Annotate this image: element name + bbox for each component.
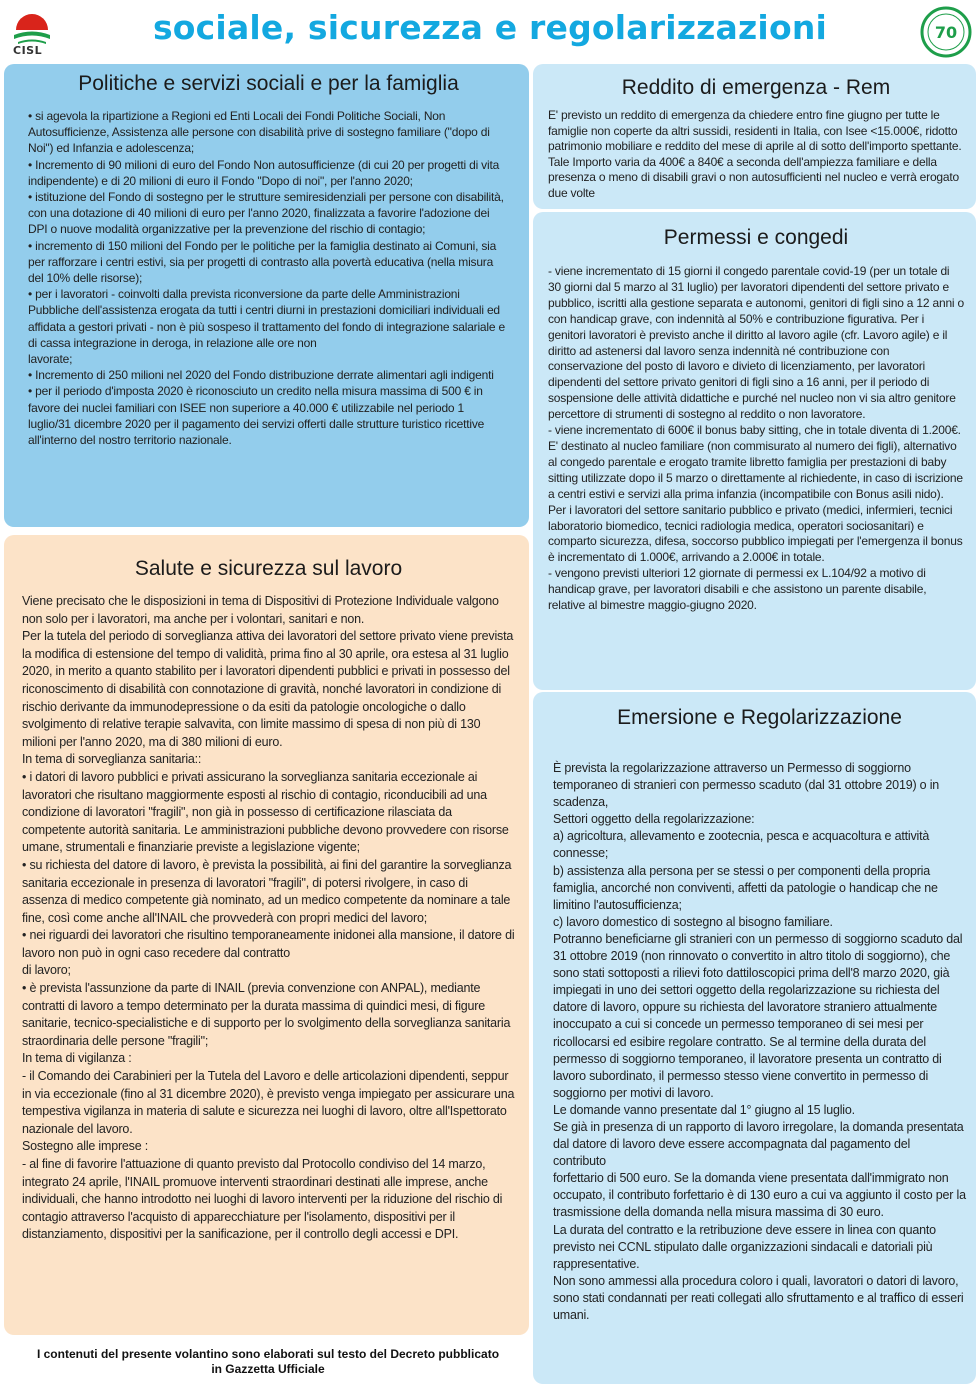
section-leave-permits xyxy=(533,212,976,690)
section-body: E' previsto un reddito di emergenza da chiedere entro fine giugno per tutte le famiglie non coperte da altri sussidi, residenti in Italia, con Isee <15.000€, ridotto patrimonio mobiliare e reddito del mese di aprile al di sotto dell'importo spettante. Tale Importo varia da 400€ a 840€ a seconda dell'ampiezza familiare e della presenza o meno di disabili gravi o non autosufficienti nel nucleo e verrà erogato due volte xyxy=(548,108,962,200)
section-emergency-income xyxy=(533,64,976,209)
section-title: Permessi e congedi xyxy=(663,226,849,249)
section-social-policies xyxy=(4,64,529,527)
cisl-logo-text: CISL xyxy=(13,44,43,57)
footnote: I contenuti del presente volantino sono elaborati sul testo del Decreto pubblicato in Gazzetta Ufficiale xyxy=(36,1347,500,1376)
page-header xyxy=(0,0,980,62)
section-title: Emersione e Regolarizzazione xyxy=(617,706,902,729)
section-title: Reddito di emergenza - Rem xyxy=(621,76,891,99)
section-body: • si agevola la ripartizione a Regioni ed Enti Locali dei Fondi Politiche Sociali, Non Autosufficienze, Assistenza alle persone con disabilità prive di sostegno familiare ("dopo di Noi") ed Infanzia e adolescenza; • Incremento di 90 milioni di euro del Fondo Non autosufficienze (di cui 20 per progetti di vita indipendente) e di 20 milioni di euro il Fondo "Dopo di noi", per l'anno 2020; • istituzione del Fondo di sostegno per le strutture semiresidenziali per persone con disabilità, con una dotazione di 40 milioni di euro per l'anno 2020, finalizzata a favorire l'adozione dei DPI o nuove modalità organizzative per la prevenzione del rischio di contagio; • incremento di 150 milioni del Fondo per le politiche per la famiglia destinato ai Comuni, sia per rafforzare i centri estivi, sia per progetti di contrasto alla povertà educativa (nella misura del 10% delle risorse); • per i lavoratori - coinvolti dalla prevista riconversione da parte delle Amministrazioni Pubbliche dell'assistenza erogata da tutti i centri diurni in prestazioni domiciliari individuali ed affidata a gestori privati - non è più sospeso il trattamento del fondo di integrazione salariale e di cassa integrazione in deroga, in relazione alle ore non lavorate; • Incremento di 250 milioni nel 2020 del Fondo distribuzione derrate alimentari agli indigenti • per il periodo d'imposta 2020 è riconosciuto un credito nella misura massima di 500 € in favore dei nuclei familiari con ISEE non superiore a 40.000 € utilizzabile nel periodo 1 luglio/31 dicembre 2020 per il pagamento dei servizi offerti dalle strutture turistico ricettive all'interno del nostro territorio nazionale. xyxy=(28,109,505,448)
section-health-safety xyxy=(4,535,529,1335)
section-emersion-regularization xyxy=(533,692,976,1384)
section-title: Salute e sicurezza sul lavoro xyxy=(134,557,403,580)
section-body: - viene incrementato di 15 giorni il congedo parentale covid-19 (per un totale di 30 giorni dal 5 marzo al 31 luglio) per lavoratori dipendenti del settore privato e pubblico, iscritti alla gestione separata e autonomi, genitori di figli sino a 12 anni o con handicap grave, con indennità al 50% e contribuzione figurativa. Per i genitori lavoratori è previsto anche il diritto al lavoro agile (cfr. Lavoro agile) e il diritto ad astenersi dal lavoro senza indennità né contribuzione con conservazione del posto di lavoro e divieto di licenziamento, per lavoratori dipendenti del settore privato genitori di figli sino a 16 anni, per il periodo di sospensione delle attività didattiche e purché nel nucleo non vi sia altro genitore percettore di strumenti di sostegno al reddito o non lavoratore. - viene incrementato di 600€ il bonus baby sitting, che in totale diventa di 1.200€. E' destinato al nucleo familiare (non commisurato al numero dei figli), alternativo al congedo parentale e erogato tramite libretto famiglia per prestazioni di baby sitting utilizzate dopo il 5 marzo o direttamente al richiedente, in caso di iscrizione a centri estivi e servizi alla prima infanzia (incompatibile con Bonus asili nido). Per i lavoratori del settore sanitario pubblico e privato (medici, infermieri, tecnici laboratorio biomedico, tecnici radiologia medica, operatori sociosanitari) e comparto sicurezza, difesa, soccorso pubblico impiegati per l'emergenza il bonus è incrementato di 1.000€, arrivando a 2.000€ in totale. - vengono previsti ulteriori 12 giornate di permessi ex L.104/92 a motivo di handicap grave, per lavoratori disabili e che assistono un parente disabile, relative al bimestre maggio-giugno 2020. xyxy=(548,264,964,613)
section-body: È prevista la regolarizzazione attraverso un Permesso di soggiorno temporaneo di stranieri con permesso scaduto (dal 31 ottobre 2019) o in scadenza, Settori oggetto della regolarizzazione: a) agricoltura, allevamento e zootecnia, pesca e acquacoltura e attività connesse; b) assistenza alla persona per se stessi o per componenti della propria famiglia, ancorché non conviventi, affetti da patologie o handicap che ne limitino l'autosufficienza; c) lavoro domestico di sostegno al bisogno familiare. Potranno beneficiarne gli stranieri con un permesso di soggiorno scaduto dal 31 ottobre 2019 (non rinnovato o convertito in altro titolo di soggiorno), che sono stati sottoposti a rilievi foto dattiloscopici prima dell'8 marzo 2020, già impiegati in uno dei settori oggetto della regolarizzazione su richiesta del datore di lavoro, oppure su richiesta del lavoratore straniero attualmente inoccupato a cui si concede un permesso temporaneo di sei mesi per ricollocarsi ed esibire regolare contratto. Se al termine della durata del permesso di soggiorno temporaneo, il lavoratore presenta un contratto di lavoro subordinato, il permesso stesso viene convertito in permesso di soggiorno per motivi di lavoro. Le domande vanno presentate dal 1° giugno al 15 luglio. Se già in presenza di un rapporto di lavoro irregolare, la domanda presentata dal datore di lavoro deve essere accompagnata dal pagamento del contributo forfettario di 500 euro. Se la domanda viene presentata dall'immigrato non occupato, il contributo forfettario è di 130 euro a cui va aggiunto il costo per la trasmissione della domanda nella misura massima di 30 euro. La durata del contratto e la retribuzione deve essere in linea con quanto previsto nei CCNL stipulato dalle organizzazioni sindacali e datoriali più rappresentative. Non sono ammessi alla procedura coloro i quali, lavoratori o datori di lavoro, sono stati condannati per reati collegati allo sfruttamento e al traffico di esseri umani. xyxy=(553,761,966,1322)
anniversary-70-logo xyxy=(920,6,972,58)
page-title: sociale, sicurezza e regolarizzazioni xyxy=(152,8,828,47)
anniversary-70-text: 70 xyxy=(934,23,958,42)
section-title: Politiche e servizi sociali e per la famiglia xyxy=(78,72,459,95)
section-body: Viene precisato che le disposizioni in tema di Dispositivi di Protezione Individuale valgono non solo per i lavoratori, ma anche per i volontari, sanitari e non. Per la tutela del periodo di sorveglianza attiva dei lavoratori del settore privato viene prevista la modifica di estensione del tempo di validità, prima fino al 30 aprile, ora estesa al 31 luglio 2020, in merito a quanto stabilito per i lavoratori dipendenti pubblici e privati in possesso del riconoscimento di disabilità con connotazione di gravità, nonché lavoratori in condizione di rischio derivante da immunodepressione o da esiti da patologie oncologiche o dallo svolgimento di relative terapie salvavita, con limite massimo di spesa di non più di 130 milioni per l'anno 2020, ma di 380 milioni di euro. In tema di sorveglianza sanitaria:: • i datori di lavoro pubblici e privati assicurano la sorveglianza sanitaria eccezionale ai lavoratori che risultano maggiormente esposti al rischio di contagio, riconducibili ad una condizione di lavoratori "fragili", non già in possesso di certificazione rilasciata da competente autorità sanitaria. Le amministrazioni pubbliche devono provvedere con risorse umane, strumentali e finanziarie previste a legislazione vigente; • su richiesta del datore di lavoro, è prevista la possibilità, ai fini del garantire la sorveglianza sanitaria eccezionale in presenza di lavoratori "fragili", di potersi rivolgere, in caso di assenza di medico competente già nominato, ad un medico competente da nominare a tale fine, così come anche all'INAIL che provvederà con propri medici del lavoro; • nei riguardi dei lavoratori che risultino temporaneamente inidonei alla mansione, il datore di lavoro non può in ogni caso recedere dal contratto di lavoro; • è prevista l'assunzione da parte di INAIL (previa convenzione con ANPAL), mediante contratti di lavoro a tempo determinato per la durata massima di quindici mesi, di figure sanitarie, tecnico-specialistiche e di supporto per lo svolgimento della sorveglianza sanitaria straordinaria delle persone "fragili"; In tema di vigilanza : - il Comando dei Carabinieri per la Tutela del Lavoro e delle articolazioni dipendenti, seppur in via eccezionale (fino al 31 dicembre 2020), è previsto venga impiegato per assicurare una tempestiva vigilanza in materia di salute e sicurezza nei luoghi di lavoro, oltre all'Ispettorato nazionale del lavoro. Sostegno alle imprese : - al fine di favorire l'attuazione di quanto previsto dal Protocollo condiviso del 14 marzo, integrato 24 aprile, l'INAIL promuove interventi straordinari destinati alle imprese, anche individuali, che hanno introdotto nei luoghi di lavoro interventi per la riduzione del rischio di contagio attraverso l'acquisto di apparecchiature per l'isolamento, dispositivi per il distanziamento, dispositivi per la sanificazione, per il controllo degli accessi e DPI. xyxy=(22,594,515,1242)
